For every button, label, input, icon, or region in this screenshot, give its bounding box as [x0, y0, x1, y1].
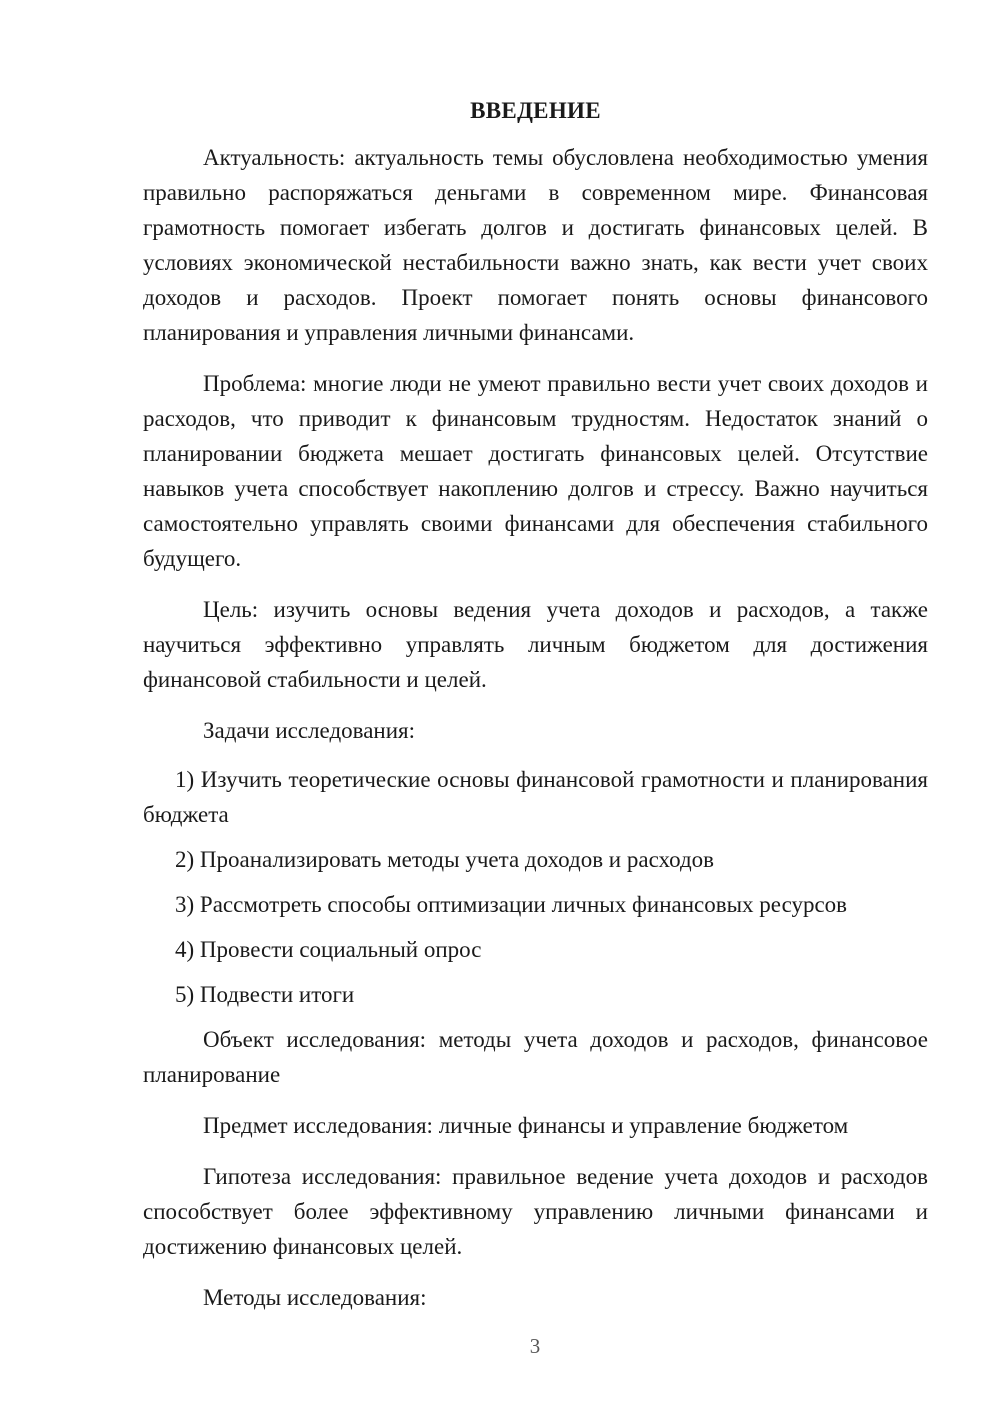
- relevance-paragraph: Актуальность: актуальность темы обусловлена необходимостью умения правильно распоряжаться деньгами в современном мире. Финансовая грамотность помогает избегать долгов и достигать финансовых целей. В условиях экономической нестабильности важно знать, как вести учет своих доходов и расходов. Проект помогает понять основы финансового планирования и управления личными финансами.: [143, 145, 928, 345]
- list-item: 1) Изучить теоретические основы финансовой грамотности и планирования бюджета: [143, 767, 928, 827]
- list-item: 4) Провести социальный опрос: [175, 937, 482, 962]
- tasks-heading: Задачи исследования:: [203, 718, 416, 743]
- list-item: 5) Подвести итоги: [175, 982, 355, 1007]
- hypothesis-paragraph: Гипотеза исследования: правильное ведение учета доходов и расходов способствует более эффективному управлению личными финансами и достижению финансовых целей.: [143, 1164, 928, 1259]
- methods-heading: Методы исследования:: [203, 1285, 427, 1310]
- tasks-list: [143, 762, 928, 1012]
- page-number: 3: [529, 1334, 541, 1358]
- object-paragraph: Объект исследования: методы учета доходов и расходов, финансовое планирование: [143, 1027, 928, 1087]
- problem-paragraph: Проблема: многие люди не умеют правильно вести учет своих доходов и расходов, что приводит к финансовым трудностям. Недостаток знаний о планировании бюджета мешает достигать финансовых целей. Отсутствие навыков учета способствует накоплению долгов и стрессу. Важно научиться самостоятельно управлять своими финансами для обеспечения стабильного будущего.: [143, 371, 928, 571]
- list-item: 2) Проанализировать методы учета доходов и расходов: [175, 847, 715, 872]
- page-content: [143, 96, 928, 1331]
- subject-paragraph: Предмет исследования: личные финансы и управление бюджетом: [203, 1113, 849, 1138]
- list-item: 3) Рассмотреть способы оптимизации личных финансовых ресурсов: [175, 892, 848, 917]
- page-title: ВВЕДЕНИЕ: [470, 98, 601, 123]
- goal-paragraph: Цель: изучить основы ведения учета доходов и расходов, а также научиться эффективно управлять личным бюджетом для достижения финансовой стабильности и целей.: [143, 597, 928, 692]
